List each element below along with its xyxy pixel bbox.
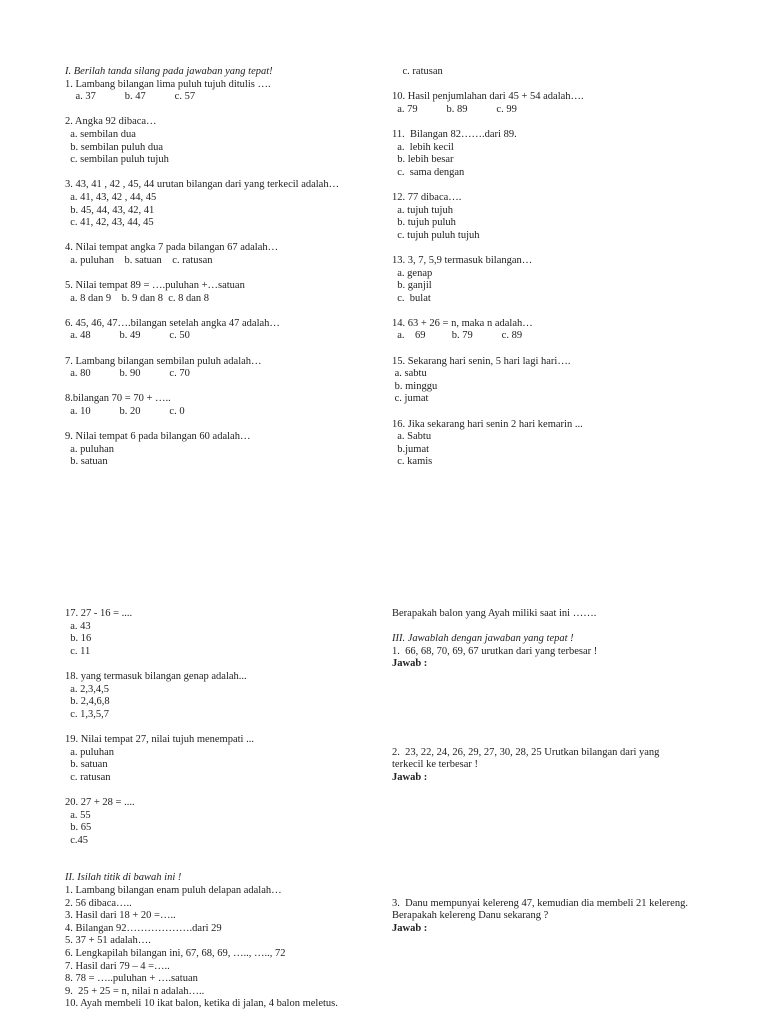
worksheet-line: 4. Nilai tempat angka 7 pada bilangan 67 adalah…	[65, 242, 279, 254]
line-spacer	[392, 872, 752, 885]
worksheet-line: I. Berilah tanda silang pada jawaban yang tepat!	[65, 66, 273, 77]
line-spacer	[65, 860, 385, 873]
worksheet-line: 7. Lambang bilangan sembilan puluh adalah…	[65, 355, 262, 367]
line-spacer	[65, 343, 385, 356]
worksheet-line: b. lebih besar	[392, 154, 454, 166]
worksheet-line: a. 37 b. 47 c. 57	[65, 91, 196, 103]
worksheet-line: 1. Lambang bilangan enam puluh delapan adalah…	[65, 885, 282, 897]
worksheet-line: a. 79 b. 89 c. 99	[392, 103, 517, 115]
worksheet-line: 1. 66, 68, 70, 69, 67 urutkan dari yang terbesar !	[392, 645, 598, 657]
section-1-left-column	[65, 66, 385, 469]
worksheet-line: b. 16	[65, 633, 92, 645]
worksheet-line: Jawab :	[392, 771, 428, 783]
worksheet-line: 6. Lengkapilah bilangan ini, 67, 68, 69, ….., ….., 72	[65, 948, 286, 960]
worksheet-line: c. ratusan	[65, 771, 111, 783]
worksheet-line: 9. Nilai tempat 6 pada bilangan 60 adalah…	[65, 431, 251, 443]
worksheet-line: 12. 77 dibaca….	[392, 191, 462, 203]
worksheet-line: 11. Bilangan 82…….dari 89.	[392, 128, 517, 140]
worksheet-line: a. 8 dan 9 b. 9 dan 8 c. 8 dan 8	[65, 292, 210, 304]
line-spacer	[392, 822, 752, 835]
line-spacer	[392, 860, 752, 873]
line-spacer	[65, 230, 385, 243]
worksheet-line: a. tujuh tujuh	[392, 204, 453, 216]
worksheet-line: 4. Bilangan 92……………….dari 29	[65, 922, 222, 934]
line-spacer	[392, 671, 752, 684]
worksheet-line: b. tujuh puluh	[392, 217, 456, 229]
line-spacer	[65, 847, 385, 860]
worksheet-line: 8.bilangan 70 = 70 + …..	[65, 393, 171, 405]
line-spacer	[392, 343, 752, 356]
worksheet-line: 5. 37 + 51 adalah….	[65, 935, 151, 947]
line-spacer	[65, 784, 385, 797]
section-2-left-column	[65, 608, 385, 1011]
line-spacer	[392, 305, 752, 318]
line-spacer	[392, 621, 752, 634]
worksheet-line: c. 1,3,5,7	[65, 708, 110, 720]
worksheet-line: 16. Jika sekarang hari senin 2 hari kemarin ...	[392, 418, 583, 430]
line-spacer	[65, 381, 385, 394]
worksheet-line: 2. Angka 92 dibaca…	[65, 116, 157, 128]
line-spacer	[392, 406, 752, 419]
worksheet-line: c. ratusan	[392, 66, 443, 77]
section-1-right-column	[392, 66, 752, 469]
worksheet-line: c. kamis	[392, 456, 433, 468]
line-spacer	[392, 810, 752, 823]
worksheet-line: a. Sabtu	[392, 431, 432, 443]
line-spacer	[65, 104, 385, 117]
worksheet-line: b. ganjil	[392, 280, 432, 292]
worksheet-line: 17. 27 - 16 = ....	[65, 608, 133, 619]
line-spacer	[65, 658, 385, 671]
worksheet-line: 1. Lambang bilangan lima puluh tujuh ditulis ….	[65, 78, 271, 90]
worksheet-line: b. satuan	[65, 759, 108, 771]
worksheet-line: 20. 27 + 28 = ....	[65, 796, 135, 808]
line-spacer	[392, 835, 752, 848]
worksheet-line: b.jumat	[392, 443, 430, 455]
worksheet-line: Berapakah balon yang Ayah miliki saat ini …….	[392, 608, 597, 619]
worksheet-line: c. tujuh puluh tujuh	[392, 229, 480, 241]
worksheet-line: a. genap	[392, 267, 433, 279]
worksheet-line: Jawab :	[392, 658, 428, 670]
worksheet-line: 8. 78 = …..puluhan + ….satuan	[65, 973, 198, 985]
worksheet-line: a. puluhan	[65, 443, 114, 455]
worksheet-line: a. sembilan dua	[65, 128, 136, 140]
worksheet-line: Jawab :	[392, 922, 428, 934]
worksheet-line: a. 55	[65, 809, 91, 821]
worksheet-line: 13. 3, 7, 5,9 termasuk bilangan…	[392, 254, 533, 266]
section-2-right-column	[392, 608, 752, 935]
worksheet-line: 18. yang termasuk bilangan genap adalah...	[65, 670, 247, 682]
line-spacer	[65, 167, 385, 180]
worksheet-line: 6. 45, 46, 47….bilangan setelah angka 47 adalah…	[65, 317, 280, 329]
worksheet-line: c. 11	[65, 645, 91, 657]
line-spacer	[65, 305, 385, 318]
worksheet-line: III. Jawablah dengan jawaban yang tepat !	[392, 633, 574, 645]
line-spacer	[392, 709, 752, 722]
worksheet-line: c. bulat	[392, 292, 431, 304]
worksheet-line: a. sabtu	[392, 368, 427, 380]
worksheet-line: 7. Hasil dari 79 – 4 =…..	[65, 960, 170, 972]
worksheet-line: 3. 43, 41 , 42 , 45, 44 urutan bilangan dari yang terkecil adalah…	[65, 179, 340, 191]
worksheet-line: terkecil ke terbesar !	[392, 759, 478, 771]
line-spacer	[392, 734, 752, 747]
worksheet-line: 3. Danu mempunyai kelereng 47, kemudian dia membeli 21 kelereng.	[392, 897, 688, 909]
worksheet-line: a. 80 b. 90 c. 70	[65, 368, 190, 380]
worksheet-line: b. minggu	[392, 380, 438, 392]
worksheet-line: b. 45, 44, 43, 42, 41	[65, 204, 155, 216]
worksheet-line: a. 2,3,4,5	[65, 683, 110, 695]
worksheet-line: 5. Nilai tempat 89 = ….puluhan +…satuan	[65, 280, 245, 292]
worksheet-line: 10. Ayah membeli 10 ikat balon, ketika di jalan, 4 balon meletus.	[65, 998, 338, 1010]
worksheet-line: 9. 25 + 25 = n, nilai n adalah…..	[65, 985, 205, 997]
worksheet-line: a. 43	[65, 620, 91, 632]
line-spacer	[65, 721, 385, 734]
line-spacer	[392, 784, 752, 797]
worksheet-line: 10. Hasil penjumlahan dari 45 + 54 adalah….	[392, 91, 584, 103]
line-spacer	[392, 179, 752, 192]
line-spacer	[392, 696, 752, 709]
worksheet-line: a. lebih kecil	[392, 141, 454, 153]
line-spacer	[392, 242, 752, 255]
worksheet-line: c. jumat	[392, 393, 429, 405]
line-spacer	[392, 847, 752, 860]
line-spacer	[65, 268, 385, 281]
line-spacer	[392, 116, 752, 129]
worksheet-line: 19. Nilai tempat 27, nilai tujuh menempati ...	[65, 733, 254, 745]
worksheet-line: a. 41, 43, 42 , 44, 45	[65, 191, 157, 203]
worksheet-line: Berapakah kelereng Danu sekarang ?	[392, 910, 549, 922]
worksheet-line: b. 65	[65, 822, 92, 834]
worksheet-line: a. 48 b. 49 c. 50	[65, 330, 190, 342]
worksheet-line: 3. Hasil dari 18 + 20 =…..	[65, 910, 176, 922]
worksheet-line: 14. 63 + 26 = n, maka n adalah…	[392, 317, 533, 329]
line-spacer	[392, 79, 752, 92]
worksheet-line: c. 41, 42, 43, 44, 45	[65, 217, 154, 229]
line-spacer	[392, 797, 752, 810]
worksheet-line: 15. Sekarang hari senin, 5 hari lagi hari….	[392, 355, 571, 367]
worksheet-line: a. puluhan b. satuan c. ratusan	[65, 254, 213, 266]
worksheet-line: c. sama dengan	[392, 166, 465, 178]
worksheet-line: a. 10 b. 20 c. 0	[65, 406, 185, 418]
worksheet-line: b. satuan	[65, 456, 108, 468]
worksheet-line: 2. 23, 22, 24, 26, 29, 27, 30, 28, 25 Urutkan bilangan dari yang	[392, 746, 660, 758]
worksheet-line: c. sembilan puluh tujuh	[65, 154, 169, 166]
worksheet-line: c.45	[65, 834, 89, 846]
worksheet-line: II. Isilah titik di bawah ini !	[65, 872, 182, 884]
line-spacer	[392, 885, 752, 898]
line-spacer	[392, 721, 752, 734]
line-spacer	[65, 419, 385, 432]
line-spacer	[392, 684, 752, 697]
worksheet-line: 2. 56 dibaca…..	[65, 897, 132, 909]
worksheet-line: a. puluhan	[65, 746, 114, 758]
worksheet-line: b. 2,4,6,8	[65, 696, 110, 708]
worksheet-line: a. 69 b. 79 c. 89	[392, 330, 523, 342]
worksheet-line: b. sembilan puluh dua	[65, 141, 163, 153]
